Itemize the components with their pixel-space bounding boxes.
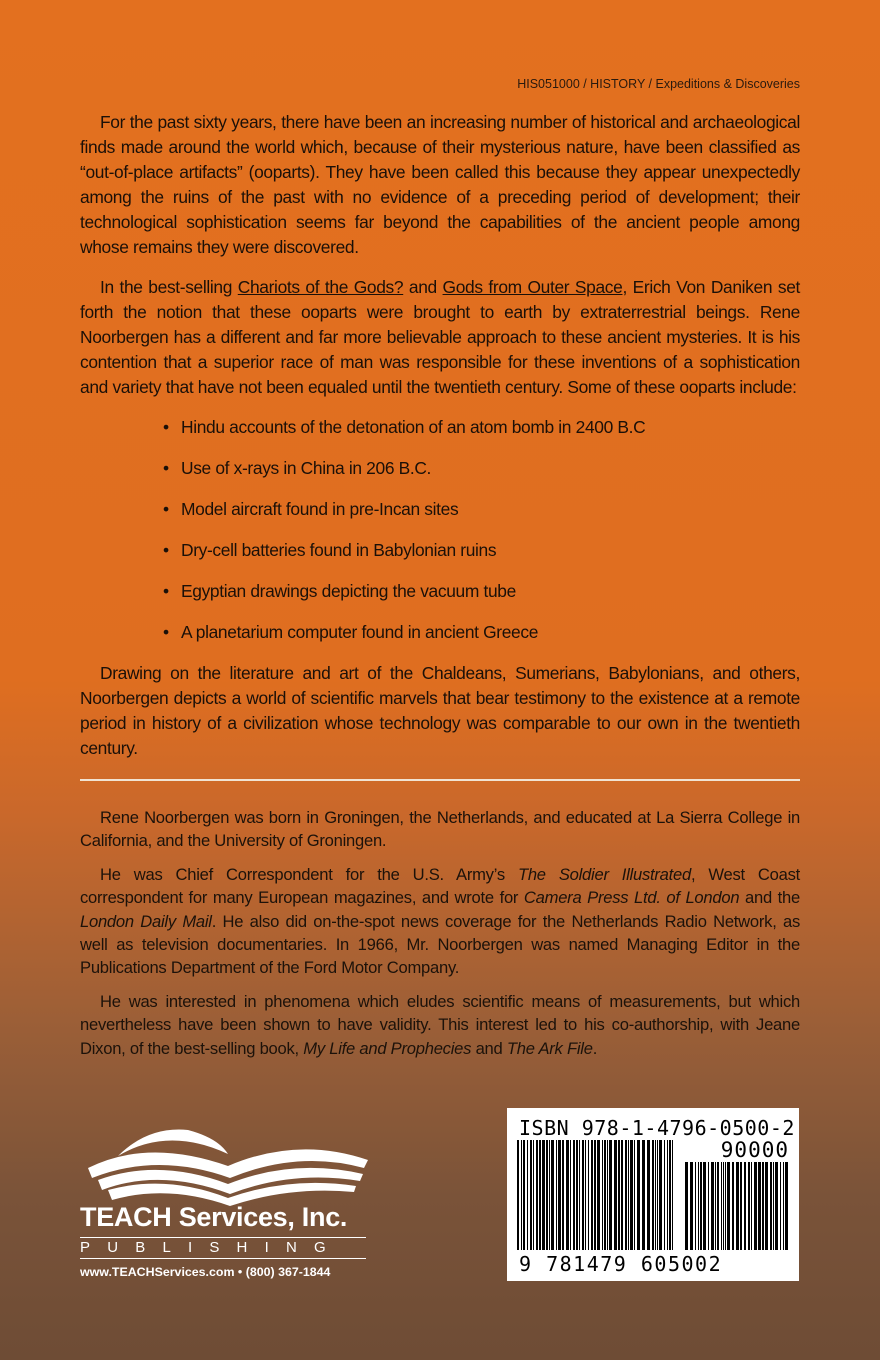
list-item-text: Hindu accounts of the detonation of an atom bomb in 2400 B.C bbox=[181, 417, 646, 437]
list-item bbox=[163, 579, 800, 604]
bio-text: . He also did on-the-spot news coverage for the Netherlands Radio Network, as well as television documentaries. In 1966, Mr. Noorbergen was named Managing Editor in the Publications Department of the Ford Motor Company. bbox=[80, 911, 800, 978]
barcode-bar bbox=[614, 1140, 617, 1250]
barcode-bar bbox=[783, 1162, 784, 1250]
bio-text: He was interested in phenomena which eludes scientific means of measurements, but which nevertheless have been shown to have validity. This interest led to his co-authorship, with Jeane Dixon, of the best-selling book, bbox=[80, 991, 800, 1058]
book-title: My Life and Prophecies bbox=[303, 1038, 472, 1058]
barcode-bar bbox=[703, 1162, 706, 1250]
list-item bbox=[163, 538, 800, 563]
bio-text: and bbox=[471, 1038, 507, 1058]
blurb-paragraph-3: Drawing on the literature and art of the Chaldeans, Sumerians, Babylonians, and others, Noorbergen depicts a world of scientific marvels that bear testimony to the existence at a remote period in history of a civilization whose technology was comparable to our own in the twentieth century. bbox=[80, 663, 800, 758]
blurb-text: In the best-selling bbox=[100, 277, 238, 297]
barcode-bar bbox=[672, 1140, 673, 1250]
bio-text: , West Coast correspondent for many European magazines, and wrote for bbox=[80, 864, 800, 908]
barcode-bar bbox=[551, 1140, 554, 1250]
publication-title: London Daily Mail bbox=[80, 911, 212, 931]
barcode-bar bbox=[690, 1162, 693, 1250]
barcode-bar bbox=[588, 1140, 589, 1250]
ooparts-list bbox=[80, 415, 800, 645]
barcode-bar bbox=[725, 1162, 726, 1250]
blurb-paragraph-2 bbox=[80, 275, 800, 400]
list-item-text: Egyptian drawings depicting the vacuum tube bbox=[181, 581, 516, 601]
blurb-text: and bbox=[403, 277, 443, 297]
publisher-name: TEACH Services, Inc. bbox=[80, 1202, 348, 1232]
barcode-bar bbox=[542, 1140, 545, 1250]
barcode-bar bbox=[607, 1140, 608, 1250]
blurb-text: , Erich Von Daniken set forth the notion that these ooparts were brought to earth by extraterrestrial beings. Rene Noorbergen has a different and far more believable approach to these ancient mysteries. It is his contention that a superior race of man was responsible for these inventions of a sophistication and variety that have not been equaled until the twentieth century. Some of these ooparts include: bbox=[80, 277, 801, 397]
book-title-chariots: Chariots of the Gods? bbox=[237, 277, 404, 297]
bullet-icon: • bbox=[163, 458, 169, 478]
barcode-bar bbox=[785, 1162, 788, 1250]
barcode-bar bbox=[717, 1162, 719, 1250]
barcode-bar bbox=[579, 1140, 580, 1250]
barcode-bar bbox=[669, 1140, 671, 1250]
barcode-bar bbox=[736, 1162, 739, 1250]
barcode-bar bbox=[642, 1140, 645, 1250]
barcode-bar bbox=[556, 1140, 557, 1250]
barcode-bar bbox=[539, 1140, 541, 1250]
barcode-bar bbox=[751, 1162, 752, 1250]
barcode-bar bbox=[657, 1140, 658, 1250]
barcode-bar bbox=[634, 1140, 635, 1250]
barcode-bar bbox=[723, 1162, 724, 1250]
barcode-bar bbox=[618, 1140, 620, 1250]
barcode-bar bbox=[628, 1140, 629, 1250]
barcode-bar bbox=[582, 1140, 584, 1250]
barcode-bar bbox=[700, 1162, 702, 1250]
barcode-bar bbox=[695, 1162, 696, 1250]
barcode-bar bbox=[744, 1162, 746, 1250]
barcode-bar bbox=[780, 1162, 781, 1250]
barcode-bar bbox=[740, 1162, 742, 1250]
list-item bbox=[163, 620, 800, 645]
price-barcode-bars bbox=[685, 1162, 789, 1252]
bio-paragraph-3 bbox=[80, 990, 800, 1060]
price-code: 90000 bbox=[720, 1138, 789, 1162]
logo-rule bbox=[80, 1258, 366, 1259]
barcode-bar bbox=[591, 1140, 593, 1250]
barcode-bar bbox=[604, 1140, 606, 1250]
isbn-label: ISBN 978-1-4796-0500-2 bbox=[519, 1116, 795, 1140]
list-item-text: Model aircraft found in pre-Incan sites bbox=[181, 499, 459, 519]
publisher-contact: www.TEACHServices.com • (800) 367-1844 bbox=[80, 1265, 331, 1279]
barcode-bar bbox=[659, 1140, 662, 1250]
barcode-bar bbox=[517, 1140, 519, 1250]
barcode-bar bbox=[558, 1140, 561, 1250]
list-item-text: Dry-cell batteries found in Babylonian ruins bbox=[181, 540, 497, 560]
list-item bbox=[163, 415, 800, 440]
barcode-bar bbox=[585, 1140, 586, 1250]
barcode-bar bbox=[597, 1140, 600, 1250]
barcode-bar bbox=[770, 1162, 772, 1250]
barcode-bar bbox=[536, 1140, 538, 1250]
barcode-bar bbox=[732, 1162, 734, 1250]
barcode-bar bbox=[667, 1140, 668, 1250]
barcode-bar bbox=[762, 1162, 764, 1250]
barcode-bar bbox=[533, 1140, 534, 1250]
book-title-gods: Gods from Outer Space bbox=[442, 277, 623, 297]
barcode-bar bbox=[711, 1162, 714, 1250]
barcode-bar bbox=[754, 1162, 757, 1250]
barcode-bar bbox=[549, 1140, 550, 1250]
bullet-icon: • bbox=[163, 622, 169, 642]
barcode-bar bbox=[566, 1140, 569, 1250]
barcode-bar bbox=[527, 1140, 528, 1250]
barcode-bar bbox=[530, 1140, 532, 1250]
publisher-subtitle: PUBLISHING bbox=[80, 1239, 343, 1256]
barcode-bar bbox=[546, 1140, 548, 1250]
bio-text: and the bbox=[739, 888, 801, 908]
bio-paragraph-2 bbox=[80, 863, 800, 980]
bio-text: He was Chief Correspondent for the U.S. Army’s bbox=[100, 864, 518, 884]
author-bio bbox=[80, 806, 800, 1070]
publisher-logo bbox=[78, 1118, 378, 1288]
barcode-bar bbox=[721, 1162, 722, 1250]
bio-text: . bbox=[592, 1038, 598, 1058]
category-code: HIS051000 / HISTORY / Expeditions & Discoveries bbox=[517, 77, 800, 91]
list-item bbox=[163, 456, 800, 481]
barcode-bar bbox=[576, 1140, 578, 1250]
bio-paragraph-1: Rene Noorbergen was born in Groningen, the Netherlands, and educated at La Sierra College in California, and the University of Groningen. bbox=[80, 808, 800, 851]
open-book-icon bbox=[78, 1118, 378, 1208]
barcode-bar bbox=[715, 1162, 716, 1250]
barcode-bar bbox=[637, 1140, 640, 1250]
barcode-bar bbox=[652, 1140, 654, 1250]
bullet-icon: • bbox=[163, 499, 169, 519]
publication-title: The Soldier Illustrated bbox=[517, 864, 691, 884]
barcode-bar bbox=[630, 1140, 633, 1250]
list-item-text: A planetarium computer found in ancient Greece bbox=[181, 622, 539, 642]
barcode-bar bbox=[748, 1162, 750, 1250]
barcode-bar bbox=[775, 1162, 778, 1250]
list-item-text: Use of x-rays in China in 206 B.C. bbox=[181, 458, 432, 478]
barcode-bar bbox=[521, 1140, 522, 1250]
section-divider bbox=[80, 779, 800, 781]
barcode-bar bbox=[727, 1162, 730, 1250]
barcode-bar bbox=[602, 1140, 603, 1250]
barcode bbox=[507, 1108, 799, 1281]
book-blurb bbox=[80, 110, 800, 776]
barcode-bar bbox=[758, 1162, 761, 1250]
bullet-icon: • bbox=[163, 581, 169, 601]
barcode-bar bbox=[664, 1140, 665, 1250]
barcode-bar bbox=[573, 1140, 575, 1250]
bullet-icon: • bbox=[163, 540, 169, 560]
publication-title: Camera Press Ltd. of London bbox=[523, 888, 740, 908]
book-title: The Ark File bbox=[506, 1038, 593, 1058]
barcode-bars bbox=[517, 1140, 677, 1252]
list-item bbox=[163, 497, 800, 522]
barcode-bar bbox=[773, 1162, 774, 1250]
barcode-bar bbox=[685, 1162, 688, 1250]
bullet-icon: • bbox=[163, 417, 169, 437]
barcode-bar bbox=[570, 1140, 571, 1250]
barcode-bar bbox=[765, 1162, 768, 1250]
barcode-bar bbox=[698, 1162, 699, 1250]
barcode-bar bbox=[647, 1140, 650, 1250]
barcode-bar bbox=[594, 1140, 596, 1250]
barcode-bar bbox=[562, 1140, 564, 1250]
barcode-bar bbox=[655, 1140, 656, 1250]
barcode-bar bbox=[523, 1140, 525, 1250]
barcode-bar bbox=[625, 1140, 627, 1250]
barcode-digits: 9 781479 605002 bbox=[519, 1252, 723, 1276]
blurb-paragraph-1: For the past sixty years, there have been an increasing number of historical and archaeological finds made around the world which, because of their mysterious nature, have been classified as “out-of-place artifacts” (ooparts). They have been called this because they appear unexpectedly among the ruins of the past with no evidence of a preceding period of development; their technological sophistication seems far beyond the capabilities of the ancient people among whose remains they were discovered. bbox=[80, 112, 800, 257]
barcode-bar bbox=[621, 1140, 623, 1250]
barcode-bar bbox=[609, 1140, 612, 1250]
barcode-bar bbox=[708, 1162, 709, 1250]
logo-rule bbox=[80, 1237, 366, 1238]
